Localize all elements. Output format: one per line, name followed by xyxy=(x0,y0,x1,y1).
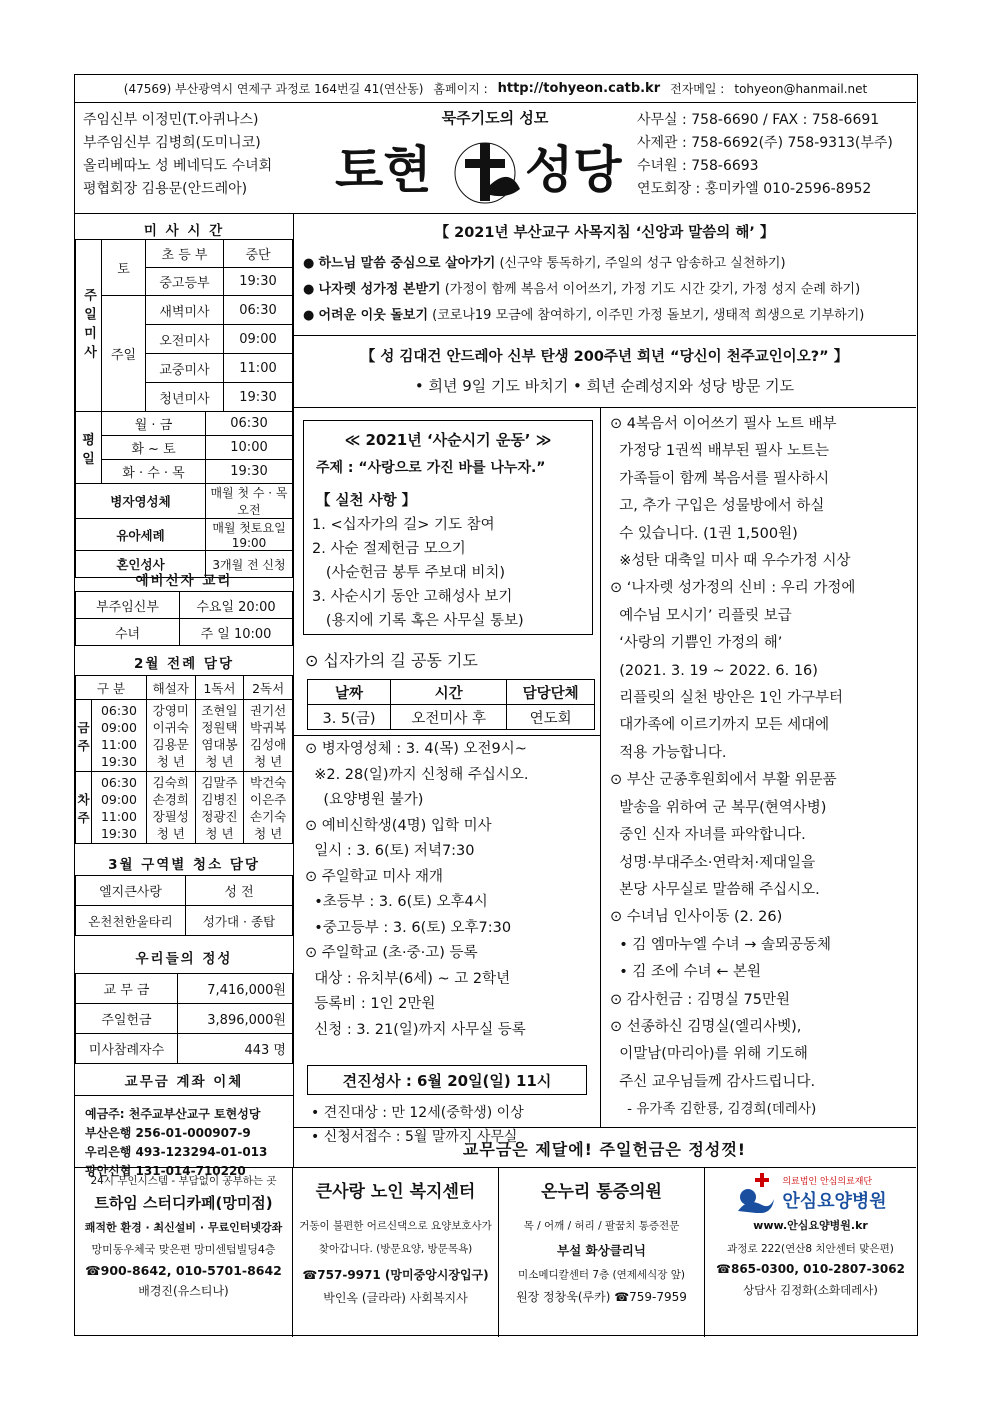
staff-line: 주임신부 이정민(T.아퀴나스) xyxy=(83,112,259,128)
ad-line: 쾌적한 환경 · 최신설비 · 무료인터넷강좌 xyxy=(84,1221,283,1234)
cleaning-place: 성가대 · 종탑 xyxy=(186,906,293,936)
weekday-day: 화 ~ 토 xyxy=(102,436,206,460)
lent-practice: 【 실천 사항 】 xyxy=(316,493,417,509)
notice-line: 일시 : 3. 6(토) 저녁7:30 xyxy=(305,843,475,859)
notice-line: 가족들이 함께 복음서를 필사하시 xyxy=(610,470,830,487)
liturgy-times: 06:30 09:00 11:00 19:30 xyxy=(92,700,147,772)
notice-line: • 김 조에 수녀 ← 본원 xyxy=(610,964,762,981)
weekday-time: 10:00 xyxy=(206,436,293,460)
notice-line: ⊙ 감사헌금 : 김명실 75만원 xyxy=(610,991,790,1008)
notice-line: ⊙ 4복음서 이어쓰기 필사 노트 배부 xyxy=(610,416,837,432)
sacrament-value: 매월 첫 수 · 목 오전 xyxy=(206,484,293,519)
pastoral-divider xyxy=(293,335,916,336)
contact-line: 연도회장 : 홍미카엘 010-2596-8952 xyxy=(637,181,872,197)
weekday-mass-table xyxy=(75,411,293,578)
notice-line: ⊙ 주일학교 미사 재개 xyxy=(305,868,444,885)
slogan: 교무금은 제달에! 주일헌금은 정성껏! xyxy=(462,1140,747,1159)
ad-line: 미소메디칼센터 7층 (연제세식장 앞) xyxy=(518,1269,685,1281)
cleaning-area: 온천천한울타리 xyxy=(76,906,186,936)
email-label: 전자메일 : xyxy=(670,82,725,96)
weekday-time: 06:30 xyxy=(206,412,293,436)
notice-line: 등록비 : 1인 2만원 xyxy=(305,996,436,1012)
liturgy-commentator: 김숙희 손경희 장필성 청 년 xyxy=(146,772,195,844)
notice-line: 대상 : 유치부(6세) ~ 고 2학년 xyxy=(305,970,511,987)
ad-line[interactable]: www.안심요양병원.kr xyxy=(753,1219,868,1232)
notice-line: ⊙ 선종하신 김명실(엘리사벳), xyxy=(610,1018,802,1035)
notice-line: 성명·부대주소·연락처·제대일을 xyxy=(610,854,816,871)
offering-value: 443 명 xyxy=(178,1034,293,1064)
ad-line: 트하임 스터디카페(망미점) xyxy=(94,1194,273,1212)
liturgy-group-label: 금주 xyxy=(76,700,92,772)
notice-line: 고, 추가 구입은 성물방에서 하실 xyxy=(610,498,825,515)
mass-time: 중단 xyxy=(224,240,293,268)
sacrament-name: 유아세례 xyxy=(76,519,206,551)
stations-table xyxy=(307,679,595,730)
stations-time: 오전미사 후 xyxy=(391,705,507,730)
notice-line: 이말남(마리아)를 위해 기도해 xyxy=(610,1046,808,1063)
mass-time: 19:30 xyxy=(224,268,293,296)
notice-line: ※성탄 대축일 미사 때 우수가정 시상 xyxy=(610,553,851,570)
lent-theme: 주제 : “사랑으로 가진 바를 나누자.” xyxy=(316,460,546,476)
bank-line: 부산은행 256-01-000907-9 xyxy=(85,1126,251,1140)
catechumen-table xyxy=(75,591,293,646)
notice-line: 적용 가능합니다. xyxy=(610,744,727,761)
slogan-top-line xyxy=(293,1127,916,1128)
confirmation-item: • 신청서접수 : 5월 말까지 사무실 xyxy=(311,1129,518,1145)
stations-date: 3. 5(금) xyxy=(308,705,391,730)
pastoral-title: 【 2021년 부산교구 사목지침 ‘신앙과 말씀의 해’ 】 xyxy=(434,225,775,241)
confirmation-item: • 견진대상 : 만 12세(중학생) 이상 xyxy=(311,1105,524,1121)
mass-time: 06:30 xyxy=(224,296,293,325)
notice-line: 신청 : 3. 21(일)까지 사무실 등록 xyxy=(305,1021,526,1038)
contact-line: 수녀원 : 758-6693 xyxy=(637,158,759,174)
mass-name: 교중미사 xyxy=(146,354,224,383)
pastoral-list xyxy=(303,251,864,329)
bank-line: 우리은행 493-123294-01-013 xyxy=(85,1145,268,1159)
lent-item: 3. 사순시기 동안 고해성사 보기 xyxy=(312,589,513,605)
weekday-label: 평일 xyxy=(76,412,102,484)
notice-line: 리플릿의 실천 방안은 1인 가구부터 xyxy=(610,690,843,707)
ad-line: 24시 무인시스템 - 부담없이 공부하는 곳 xyxy=(90,1175,277,1187)
mass-time: 11:00 xyxy=(224,354,293,383)
stations-divider xyxy=(293,735,600,736)
ad-line: 큰사랑 노인 복지센터 xyxy=(315,1182,476,1202)
church-subtitle: 묵주기도의 성모 xyxy=(441,109,549,127)
staff-line: 부주임신부 김병희(도미니코) xyxy=(83,135,261,151)
address-bar xyxy=(75,75,916,103)
liturgy-group-label: 차주 xyxy=(76,772,92,844)
notice-line: ⊙ 예비신학생(4명) 입학 미사 xyxy=(305,817,492,834)
ad-line: 망미동우체국 맞은편 망미센텀빌딩4층 xyxy=(91,1243,276,1256)
catechumen-when: 주 일 10:00 xyxy=(180,619,293,646)
weekday-day: 화 · 수 · 목 xyxy=(102,460,206,484)
catechumen-title: 예비신자 교리 xyxy=(135,573,233,589)
weekday-day: 월 · 금 xyxy=(102,412,206,436)
ad-clinic xyxy=(499,1167,705,1337)
offering-value: 3,896,000원 xyxy=(178,1004,293,1034)
notice-line: ⊙ ‘나자렛 성가정의 신비 : 우리 가정에 xyxy=(610,580,856,597)
notice-line: ⊙ 부산 군종후원회에서 부활 위문품 xyxy=(610,772,837,789)
ad-line: 안심요양병원 xyxy=(782,1190,887,1212)
liturgy-title: 2월 전례 담당 xyxy=(134,656,234,672)
sacrament-name: 혼인성사 xyxy=(76,551,206,578)
liturgy-header: 구 분 xyxy=(76,676,147,700)
contact-line: 사무실 : 758-6690 / FAX : 758-6691 xyxy=(637,112,880,128)
confirmation-box xyxy=(307,1065,587,1095)
cleaning-table xyxy=(75,875,293,936)
jubilee-divider xyxy=(293,407,916,408)
ad-welfare-center xyxy=(293,1167,499,1337)
ad-line: 상담사 김정화(소화데레사) xyxy=(743,1283,878,1297)
notice-line: 발송을 위하여 군 복무(현역사병) xyxy=(610,799,827,816)
ad-line: 박인옥 (글라라) 사회복지사 xyxy=(323,1291,468,1305)
mass-name: 새벽미사 xyxy=(146,296,224,325)
notice-line: - 유가족 김한룡, 김경희(데레사) xyxy=(610,1101,817,1118)
right-notices xyxy=(610,411,855,1124)
cleaning-title: 3월 구역별 청소 담당 xyxy=(108,857,260,873)
ad-line: 부설 화상클리닉 xyxy=(557,1243,646,1258)
mid-notices xyxy=(305,737,528,1043)
offering-name: 교 무 금 xyxy=(76,974,178,1004)
pastoral-item xyxy=(303,303,864,329)
lent-items xyxy=(312,513,524,633)
pastoral-head: 나자렛 성가정 본받기 xyxy=(318,282,441,297)
ad-line: 찾아갑니다. (방문요양, 방문목욕) xyxy=(318,1243,473,1255)
liturgy-header: 1독서 xyxy=(195,676,244,700)
liturgy-commentator: 강영미 이귀숙 김용문 청 년 xyxy=(146,700,195,772)
ad-line: 배경진(유스티나) xyxy=(138,1284,229,1298)
ad-line: ☎900-8642, 010-5701-8642 xyxy=(85,1263,282,1278)
mass-name: 청년미사 xyxy=(146,383,224,412)
jubilee-title: 【 성 김대건 안드레아 신부 탄생 200주년 희년 “당신이 천주교인이오?” 】 xyxy=(360,349,849,365)
sunday-label: 주일 xyxy=(102,296,146,412)
catechumen-when: 수요일 20:00 xyxy=(180,592,293,619)
pastoral-item xyxy=(303,277,864,303)
cross-icon xyxy=(480,143,490,201)
email-link[interactable]: tohyeon@hanmail.net xyxy=(734,81,868,96)
bullet-icon: ● xyxy=(303,308,319,323)
pastoral-head: 어려운 이웃 돌보기 xyxy=(318,308,429,323)
pastoral-body: (신구약 통독하기, 주일의 성구 암송하고 실천하기) xyxy=(499,256,786,271)
church-title xyxy=(325,127,655,207)
homepage-link[interactable]: http://tohyeon.catb.kr xyxy=(497,81,661,96)
mass-name: 중고등부 xyxy=(146,268,224,296)
offering-name: 미사참례자수 xyxy=(76,1034,178,1064)
bank-divider xyxy=(75,1095,293,1096)
notice-line: 본당 사무실로 말씀해 주십시오. xyxy=(610,881,820,898)
saturday-label: 토 xyxy=(102,240,146,296)
cross-bar xyxy=(465,159,505,168)
liturgy-reading-2: 박건숙 이은주 손기숙 청 년 xyxy=(244,772,293,844)
staff-line: 올리베따노 성 베네딕도 수녀회 xyxy=(83,158,273,174)
bank-line: 광안신협 131-014-710220 xyxy=(85,1164,246,1178)
bullet-icon: ● xyxy=(303,256,319,271)
address-text: (47569) 부산광역시 연제구 과정로 164번길 41(연산동) xyxy=(123,82,424,96)
contact-line: 사제관 : 758-6692(주) 758-9313(부주) xyxy=(637,135,893,151)
catechumen-who: 수녀 xyxy=(76,619,180,646)
bullet-icon: ● xyxy=(303,282,319,297)
confirmation-title: 견진성사 : 6월 20일(일) 11시 xyxy=(342,1072,552,1090)
offering-table xyxy=(75,973,293,1064)
notice-line: ‘사랑의 기쁨인 가정의 해’ xyxy=(610,635,783,652)
weekday-time: 19:30 xyxy=(206,460,293,484)
liturgy-table xyxy=(75,675,293,844)
sacrament-name: 병자영성체 xyxy=(76,484,206,519)
liturgy-times: 06:30 09:00 11:00 19:30 xyxy=(92,772,147,844)
offering-value: 7,416,000원 xyxy=(178,974,293,1004)
ad-line: ☎757-9971 (망미중앙시장입구) xyxy=(302,1268,489,1282)
notice-line: 예수님 모시기’ 리플릿 보급 xyxy=(610,607,792,624)
notice-line: 주신 교우님들께 감사드립니다. xyxy=(610,1073,816,1090)
liturgy-header: 해설자 xyxy=(146,676,195,700)
liturgy-reading-1: 김말주 김병진 정광진 청 년 xyxy=(195,772,244,844)
lent-item: (사순헌금 봉투 주보대 비치) xyxy=(312,565,506,581)
notice-line: 중인 신자 자녀를 파악합니다. xyxy=(610,827,806,844)
ad-line: 원장 정창욱(루카) ☎759-7959 xyxy=(516,1290,687,1304)
notice-line: •초등부 : 3. 6(토) 오후4시 xyxy=(305,894,488,910)
mid-column-divider xyxy=(600,407,601,1127)
notice-line: ※2. 28(일)까지 신청해 주십시오. xyxy=(305,766,529,783)
pastoral-body: (코로나19 모금에 참여하기, 이주민 가정 돌보기, 생태적 희생으로 기부하기) xyxy=(432,308,865,323)
notice-line: (요양병원 불가) xyxy=(305,792,424,808)
liturgy-reading-2: 권기선 박귀복 김성애 청 년 xyxy=(244,700,293,772)
ad-line: 목 / 어깨 / 허리 / 팔꿈치 통증전문 xyxy=(523,1220,680,1232)
lent-item: 2. 사순 절제헌금 모으기 xyxy=(312,541,466,557)
contact-list xyxy=(637,109,893,201)
mass-title: 미 사 시 간 xyxy=(143,223,225,239)
notice-line: • 김 엠마누엘 수녀 → 솔뫼공동체 xyxy=(610,936,832,953)
notice-line: 수 있습니다. (1권 1,500원) xyxy=(610,525,798,542)
jubilee-line: • 희년 9일 기도 바치기 • 희년 순례성지와 성당 방문 기도 xyxy=(414,377,795,395)
church-logo xyxy=(325,127,655,207)
hospital-logo-icon xyxy=(734,1173,776,1213)
stations-header: 담당단체 xyxy=(507,680,595,705)
ad-line: 온누리 통증의원 xyxy=(541,1182,662,1202)
stations-group: 연도회 xyxy=(507,705,595,730)
pastoral-body: (가정이 함께 복음서 이어쓰기, 가정 기도 시간 갖기, 가정 성지 순례 하기) xyxy=(444,282,861,297)
liturgy-header: 2독서 xyxy=(244,676,293,700)
mass-name: 초 등 부 xyxy=(146,240,224,268)
cleaning-area: 엘지큰사랑 xyxy=(76,876,186,906)
notice-line: (2021. 3. 19 ~ 2022. 6. 16) xyxy=(610,662,818,679)
notice-line: 가정당 1권씩 배부된 필사 노트는 xyxy=(610,443,829,460)
ad-line: ☎865-0300, 010-2807-3062 xyxy=(716,1262,905,1276)
stations-header: 시간 xyxy=(391,680,507,705)
cleaning-place: 성 전 xyxy=(186,876,293,906)
bank-title: 교무금 계좌 이체 xyxy=(124,1074,244,1090)
mass-time: 19:30 xyxy=(224,383,293,412)
staff-list xyxy=(83,109,272,201)
sunday-mass-label: 주일미사 xyxy=(76,240,102,412)
bulletin-page xyxy=(74,74,918,1336)
lent-box xyxy=(303,420,593,635)
catechumen-who: 부주임신부 xyxy=(76,592,180,619)
mass-name: 오전미사 xyxy=(146,325,224,354)
ad-line: 의료법인 안심의료재단 xyxy=(782,1176,873,1187)
lent-item: 1. <십자가의 길> 기도 참여 xyxy=(312,517,495,533)
offering-title: 우리들의 정성 xyxy=(135,951,233,967)
stations-title: ⊙ 십자가의 길 공동 기도 xyxy=(305,651,478,670)
ad-study-cafe xyxy=(75,1167,293,1337)
stations-header: 날짜 xyxy=(308,680,391,705)
mass-time: 09:00 xyxy=(224,325,293,354)
notice-line: ⊙ 수녀님 인사이동 (2. 26) xyxy=(610,909,783,926)
hospital-logo xyxy=(705,1173,916,1213)
pastoral-head: 하느님 말씀 중심으로 살아가기 xyxy=(318,256,496,271)
homepage-label: 홈페이지 : xyxy=(433,82,488,96)
header-divider xyxy=(75,213,916,214)
staff-line: 평협회장 김용문(안드레아) xyxy=(83,181,248,197)
lent-title: ≪ 2021년 ‘사순시기 운동’ ≫ xyxy=(344,431,552,449)
pastoral-item xyxy=(303,251,864,277)
sacrament-value: 매월 첫토요일 19:00 xyxy=(206,519,293,551)
notice-line: 대가족에 이르기까지 모든 세대에 xyxy=(610,717,830,734)
dove-icon xyxy=(490,177,520,196)
notice-line: ⊙ 주일학교 (초·중·고) 등록 xyxy=(305,945,478,961)
church-name-2: 성당 xyxy=(525,141,622,199)
church-name-1: 토현 xyxy=(335,141,432,199)
ad-line: 거동이 불편한 어르신댁으로 요양보호사가 xyxy=(299,1220,492,1232)
mass-table xyxy=(75,239,293,412)
bank-line: 예금주: 천주교부산교구 토현성당 xyxy=(85,1107,261,1121)
sacrament-value: 3개월 전 신청 xyxy=(206,551,293,578)
notice-line: •중고등부 : 3. 6(토) 오후7:30 xyxy=(305,919,512,936)
liturgy-reading-1: 조현일 정원택 염대봉 청 년 xyxy=(195,700,244,772)
ad-hospital xyxy=(705,1167,916,1337)
notice-line: ⊙ 병자영성체 : 3. 4(목) 오전9시~ xyxy=(305,741,527,757)
lent-item: (용지에 기록 혹은 사무실 통보) xyxy=(312,613,524,629)
ad-line: 과정로 222(연산8 치안센터 맞은편) xyxy=(727,1243,894,1255)
offering-name: 주일헌금 xyxy=(76,1004,178,1034)
